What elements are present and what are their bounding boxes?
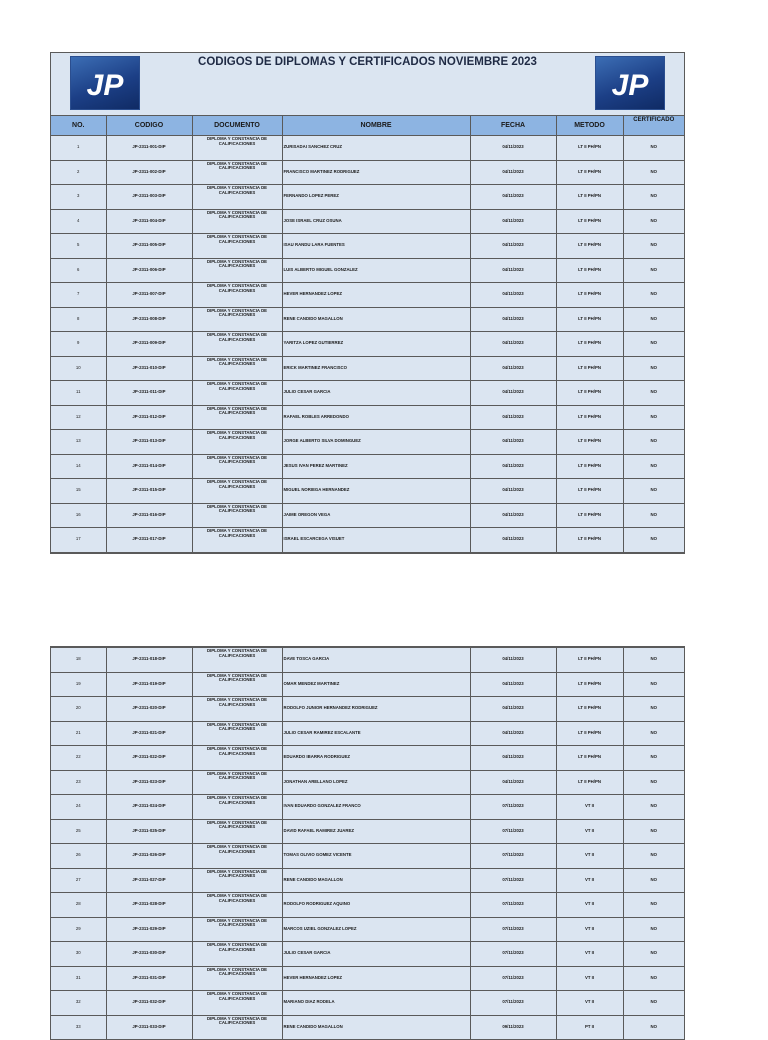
- cell-certificado: NO: [623, 942, 684, 967]
- table-row: [51, 356, 684, 381]
- jp-logo-icon: [603, 63, 657, 103]
- cell-metodo: VT II: [556, 819, 623, 844]
- cell-certificado: NO: [623, 307, 684, 332]
- cell-no: 31: [51, 966, 106, 991]
- cell-nombre: DAVE TOSCA GARCIA: [282, 648, 470, 673]
- table-row: [51, 746, 684, 771]
- table-row: [51, 332, 684, 357]
- cell-metodo: LT II PH/PN: [556, 770, 623, 795]
- cell-codigo: JP-2311-031-DIP: [106, 966, 192, 991]
- cell-fecha: 07/11/2023: [470, 844, 556, 869]
- cell-nombre: JAIME OREGON VEGA: [282, 503, 470, 528]
- cell-documento: DIPLOMA Y CONSTANCIA DE CALIFICACIONES: [192, 795, 282, 820]
- cell-fecha: 07/11/2023: [470, 819, 556, 844]
- table-row: [51, 844, 684, 869]
- cell-no: 21: [51, 721, 106, 746]
- cell-nombre: ISAU RANDU LARA FUENTES: [282, 234, 470, 259]
- cell-documento: DIPLOMA Y CONSTANCIA DE CALIFICACIONES: [192, 430, 282, 455]
- table-row: [51, 648, 684, 673]
- sheet-header: [51, 53, 684, 116]
- jp-logo-right: [595, 56, 665, 110]
- cell-documento: DIPLOMA Y CONSTANCIA DE CALIFICACIONES: [192, 648, 282, 673]
- cell-no: 25: [51, 819, 106, 844]
- cell-nombre: RENE CANDIDO MAGALLON: [282, 1015, 470, 1040]
- cell-codigo: JP-2311-024-DIP: [106, 795, 192, 820]
- cell-nombre: JONATHAN ARELLANO LOPEZ: [282, 770, 470, 795]
- cell-documento: DIPLOMA Y CONSTANCIA DE CALIFICACIONES: [192, 136, 282, 161]
- cell-certificado: NO: [623, 746, 684, 771]
- cell-fecha: 09/11/2023: [470, 1015, 556, 1040]
- cell-nombre: EDUARDO IBARRA RODRIGUEZ: [282, 746, 470, 771]
- cell-no: 26: [51, 844, 106, 869]
- cell-no: 14: [51, 454, 106, 479]
- cell-metodo: LT II PH/PN: [556, 136, 623, 161]
- header-nombre: NOMBRE: [282, 116, 470, 136]
- cell-codigo: JP-2311-011-DIP: [106, 381, 192, 406]
- cell-certificado: NO: [623, 770, 684, 795]
- cell-certificado: NO: [623, 430, 684, 455]
- cell-codigo: JP-2311-017-DIP: [106, 528, 192, 553]
- cell-documento: DIPLOMA Y CONSTANCIA DE CALIFICACIONES: [192, 1015, 282, 1040]
- table-row: [51, 209, 684, 234]
- table-row: [51, 917, 684, 942]
- cell-codigo: JP-2311-010-DIP: [106, 356, 192, 381]
- table-row: [51, 479, 684, 504]
- cell-codigo: JP-2311-028-DIP: [106, 893, 192, 918]
- cell-codigo: JP-2311-019-DIP: [106, 672, 192, 697]
- cell-certificado: NO: [623, 672, 684, 697]
- cell-certificado: NO: [623, 479, 684, 504]
- cell-nombre: ISRAEL ESCARCEGA VISUET: [282, 528, 470, 553]
- cell-nombre: FERNANDO LOPEZ PEREZ: [282, 185, 470, 210]
- cell-no: 4: [51, 209, 106, 234]
- cell-codigo: JP-2311-012-DIP: [106, 405, 192, 430]
- cell-documento: DIPLOMA Y CONSTANCIA DE CALIFICACIONES: [192, 893, 282, 918]
- cell-documento: DIPLOMA Y CONSTANCIA DE CALIFICACIONES: [192, 868, 282, 893]
- cell-fecha: 04/11/2023: [470, 160, 556, 185]
- cell-codigo: JP-2311-030-DIP: [106, 942, 192, 967]
- cell-nombre: JOSE ISRAEL CRUZ OSUNA: [282, 209, 470, 234]
- table-row: [51, 721, 684, 746]
- cell-codigo: JP-2311-015-DIP: [106, 479, 192, 504]
- cell-codigo: JP-2311-003-DIP: [106, 185, 192, 210]
- cell-codigo: JP-2311-026-DIP: [106, 844, 192, 869]
- cell-nombre: HEVER HERNANDEZ LOPEZ: [282, 283, 470, 308]
- cell-nombre: MIGUEL NORIEGA HERNANDEZ: [282, 479, 470, 504]
- codes-table-1: [51, 116, 684, 553]
- cell-nombre: RENE CANDIDO MAGALLON: [282, 307, 470, 332]
- cell-fecha: 04/11/2023: [470, 479, 556, 504]
- cell-fecha: 04/11/2023: [470, 746, 556, 771]
- cell-certificado: NO: [623, 454, 684, 479]
- cell-metodo: VT II: [556, 942, 623, 967]
- cell-metodo: VT II: [556, 893, 623, 918]
- cell-no: 8: [51, 307, 106, 332]
- cell-metodo: PT II: [556, 1015, 623, 1040]
- cell-fecha: 04/11/2023: [470, 381, 556, 406]
- cell-metodo: LT II PH/PN: [556, 258, 623, 283]
- header-fecha: FECHA: [470, 116, 556, 136]
- cell-codigo: JP-2311-004-DIP: [106, 209, 192, 234]
- cell-no: 24: [51, 795, 106, 820]
- cell-nombre: JULIO CESAR GARCIA: [282, 942, 470, 967]
- cell-no: 3: [51, 185, 106, 210]
- table-row: [51, 966, 684, 991]
- cell-certificado: NO: [623, 160, 684, 185]
- cell-nombre: YARITZA LOPEZ GUTIERREZ: [282, 332, 470, 357]
- cell-documento: DIPLOMA Y CONSTANCIA DE CALIFICACIONES: [192, 185, 282, 210]
- cell-certificado: NO: [623, 209, 684, 234]
- cell-fecha: 04/11/2023: [470, 307, 556, 332]
- cell-no: 2: [51, 160, 106, 185]
- cell-documento: DIPLOMA Y CONSTANCIA DE CALIFICACIONES: [192, 966, 282, 991]
- header-documento: DOCUMENTO: [192, 116, 282, 136]
- cell-fecha: 04/11/2023: [470, 430, 556, 455]
- cell-codigo: JP-2311-009-DIP: [106, 332, 192, 357]
- cell-codigo: JP-2311-006-DIP: [106, 258, 192, 283]
- cell-nombre: TOMAS OLIVIO GOMEZ VICENTE: [282, 844, 470, 869]
- logo-text: JP: [611, 69, 649, 102]
- cell-certificado: NO: [623, 991, 684, 1016]
- cell-documento: DIPLOMA Y CONSTANCIA DE CALIFICACIONES: [192, 405, 282, 430]
- cell-fecha: 04/11/2023: [470, 454, 556, 479]
- cell-nombre: RODOLFO JUNIOR HERNANDEZ RODRIGUEZ: [282, 697, 470, 722]
- cell-metodo: LT II PH/PN: [556, 381, 623, 406]
- cell-nombre: RODOLFO RODRIGUEZ AQUINO: [282, 893, 470, 918]
- cell-nombre: ERICK MARTINEZ FRANCISCO: [282, 356, 470, 381]
- table-row: [51, 991, 684, 1016]
- cell-no: 18: [51, 648, 106, 673]
- cell-certificado: NO: [623, 648, 684, 673]
- cell-documento: DIPLOMA Y CONSTANCIA DE CALIFICACIONES: [192, 234, 282, 259]
- cell-metodo: VT II: [556, 844, 623, 869]
- table-row: [51, 234, 684, 259]
- cell-codigo: JP-2311-022-DIP: [106, 746, 192, 771]
- table-row: [51, 868, 684, 893]
- cell-metodo: LT II PH/PN: [556, 430, 623, 455]
- logo-text: JP: [86, 69, 124, 102]
- cell-metodo: LT II PH/PN: [556, 746, 623, 771]
- cell-certificado: NO: [623, 795, 684, 820]
- cell-documento: DIPLOMA Y CONSTANCIA DE CALIFICACIONES: [192, 307, 282, 332]
- cell-metodo: LT II PH/PN: [556, 697, 623, 722]
- cell-metodo: LT II PH/PN: [556, 648, 623, 673]
- cell-nombre: IVAN EDUARDO GONZALEZ FRANCO: [282, 795, 470, 820]
- cell-certificado: NO: [623, 234, 684, 259]
- cell-metodo: LT II PH/PN: [556, 234, 623, 259]
- cell-metodo: VT II: [556, 868, 623, 893]
- cell-certificado: NO: [623, 136, 684, 161]
- cell-documento: DIPLOMA Y CONSTANCIA DE CALIFICACIONES: [192, 454, 282, 479]
- cell-documento: DIPLOMA Y CONSTANCIA DE CALIFICACIONES: [192, 721, 282, 746]
- cell-documento: DIPLOMA Y CONSTANCIA DE CALIFICACIONES: [192, 209, 282, 234]
- cell-nombre: RENE CANDIDO MAGALLON: [282, 868, 470, 893]
- cell-nombre: MARIANO DIAZ RODELA: [282, 991, 470, 1016]
- table-row: [51, 381, 684, 406]
- cell-documento: DIPLOMA Y CONSTANCIA DE CALIFICACIONES: [192, 844, 282, 869]
- cell-codigo: JP-2311-025-DIP: [106, 819, 192, 844]
- cell-no: 5: [51, 234, 106, 259]
- cell-codigo: JP-2311-016-DIP: [106, 503, 192, 528]
- table-row: [51, 454, 684, 479]
- codes-table-2: [51, 647, 684, 1040]
- cell-fecha: 04/11/2023: [470, 234, 556, 259]
- cell-nombre: OMAR MENDEZ MARTINEZ: [282, 672, 470, 697]
- header-metodo: METODO: [556, 116, 623, 136]
- cell-documento: DIPLOMA Y CONSTANCIA DE CALIFICACIONES: [192, 503, 282, 528]
- cell-documento: DIPLOMA Y CONSTANCIA DE CALIFICACIONES: [192, 258, 282, 283]
- cell-no: 15: [51, 479, 106, 504]
- cell-metodo: VT II: [556, 795, 623, 820]
- cell-no: 6: [51, 258, 106, 283]
- cell-no: 9: [51, 332, 106, 357]
- cell-no: 7: [51, 283, 106, 308]
- table-row: [51, 160, 684, 185]
- cell-codigo: JP-2311-001-DIP: [106, 136, 192, 161]
- cell-metodo: VT II: [556, 991, 623, 1016]
- cell-nombre: MARCOS UZIEL GONZALEZ LOPEZ: [282, 917, 470, 942]
- cell-codigo: JP-2311-018-DIP: [106, 648, 192, 673]
- sheet-page-2: [50, 646, 685, 1040]
- cell-codigo: JP-2311-007-DIP: [106, 283, 192, 308]
- cell-certificado: NO: [623, 381, 684, 406]
- cell-no: 29: [51, 917, 106, 942]
- cell-fecha: 04/11/2023: [470, 136, 556, 161]
- cell-no: 27: [51, 868, 106, 893]
- cell-fecha: 04/11/2023: [470, 283, 556, 308]
- header-no: NO.: [51, 116, 106, 136]
- cell-fecha: 04/11/2023: [470, 503, 556, 528]
- cell-fecha: 04/11/2023: [470, 697, 556, 722]
- cell-no: 32: [51, 991, 106, 1016]
- table-row: [51, 795, 684, 820]
- cell-codigo: JP-2311-033-DIP: [106, 1015, 192, 1040]
- cell-no: 20: [51, 697, 106, 722]
- cell-fecha: 07/11/2023: [470, 917, 556, 942]
- cell-metodo: LT II PH/PN: [556, 307, 623, 332]
- cell-nombre: FRANCISCO MARTINEZ RODRIGUEZ: [282, 160, 470, 185]
- cell-metodo: LT II PH/PN: [556, 185, 623, 210]
- cell-fecha: 07/11/2023: [470, 893, 556, 918]
- cell-metodo: LT II PH/PN: [556, 721, 623, 746]
- cell-nombre: LUIS ALBERTO MIGUEL GONZALEZ: [282, 258, 470, 283]
- cell-nombre: RAFAEL ROBLES ARREDONDO: [282, 405, 470, 430]
- cell-no: 10: [51, 356, 106, 381]
- cell-codigo: JP-2311-021-DIP: [106, 721, 192, 746]
- cell-no: 17: [51, 528, 106, 553]
- cell-certificado: NO: [623, 868, 684, 893]
- table-row: [51, 697, 684, 722]
- cell-nombre: JULIO CESAR GARCIA: [282, 381, 470, 406]
- cell-metodo: LT II PH/PN: [556, 332, 623, 357]
- cell-fecha: 07/11/2023: [470, 868, 556, 893]
- table-row: [51, 307, 684, 332]
- header-codigo: CODIGO: [106, 116, 192, 136]
- cell-certificado: NO: [623, 283, 684, 308]
- cell-fecha: 07/11/2023: [470, 966, 556, 991]
- cell-certificado: NO: [623, 258, 684, 283]
- cell-documento: DIPLOMA Y CONSTANCIA DE CALIFICACIONES: [192, 356, 282, 381]
- cell-no: 22: [51, 746, 106, 771]
- cell-fecha: 04/11/2023: [470, 405, 556, 430]
- cell-documento: DIPLOMA Y CONSTANCIA DE CALIFICACIONES: [192, 672, 282, 697]
- cell-no: 23: [51, 770, 106, 795]
- cell-codigo: JP-2311-032-DIP: [106, 991, 192, 1016]
- cell-codigo: JP-2311-020-DIP: [106, 697, 192, 722]
- table-row: [51, 430, 684, 455]
- cell-nombre: ZURISADAI SANCHEZ CRUZ: [282, 136, 470, 161]
- cell-documento: DIPLOMA Y CONSTANCIA DE CALIFICACIONES: [192, 381, 282, 406]
- cell-fecha: 04/11/2023: [470, 770, 556, 795]
- table-row: [51, 283, 684, 308]
- cell-certificado: NO: [623, 893, 684, 918]
- cell-codigo: JP-2311-008-DIP: [106, 307, 192, 332]
- cell-codigo: JP-2311-027-DIP: [106, 868, 192, 893]
- cell-nombre: DAVID RAFAEL RAMIREZ JUAREZ: [282, 819, 470, 844]
- cell-fecha: 07/11/2023: [470, 942, 556, 967]
- cell-codigo: JP-2311-013-DIP: [106, 430, 192, 455]
- cell-documento: DIPLOMA Y CONSTANCIA DE CALIFICACIONES: [192, 991, 282, 1016]
- cell-codigo: JP-2311-014-DIP: [106, 454, 192, 479]
- cell-certificado: NO: [623, 185, 684, 210]
- cell-fecha: 04/11/2023: [470, 356, 556, 381]
- table-row: [51, 258, 684, 283]
- cell-metodo: LT II PH/PN: [556, 503, 623, 528]
- cell-fecha: 04/11/2023: [470, 185, 556, 210]
- table-row: [51, 136, 684, 161]
- cell-fecha: 04/11/2023: [470, 209, 556, 234]
- cell-certificado: NO: [623, 528, 684, 553]
- cell-metodo: LT II PH/PN: [556, 209, 623, 234]
- table-row: [51, 819, 684, 844]
- cell-documento: DIPLOMA Y CONSTANCIA DE CALIFICACIONES: [192, 746, 282, 771]
- sheet-page-1: [50, 52, 685, 554]
- cell-no: 12: [51, 405, 106, 430]
- cell-documento: DIPLOMA Y CONSTANCIA DE CALIFICACIONES: [192, 697, 282, 722]
- table-row: [51, 770, 684, 795]
- cell-certificado: NO: [623, 405, 684, 430]
- cell-no: 1: [51, 136, 106, 161]
- cell-documento: DIPLOMA Y CONSTANCIA DE CALIFICACIONES: [192, 479, 282, 504]
- cell-certificado: NO: [623, 1015, 684, 1040]
- cell-fecha: 04/11/2023: [470, 721, 556, 746]
- cell-codigo: JP-2311-005-DIP: [106, 234, 192, 259]
- cell-documento: DIPLOMA Y CONSTANCIA DE CALIFICACIONES: [192, 819, 282, 844]
- cell-documento: DIPLOMA Y CONSTANCIA DE CALIFICACIONES: [192, 528, 282, 553]
- cell-certificado: NO: [623, 966, 684, 991]
- cell-nombre: JULIO CESAR RAMIREZ ESCALANTE: [282, 721, 470, 746]
- cell-fecha: 04/11/2023: [470, 672, 556, 697]
- cell-no: 33: [51, 1015, 106, 1040]
- cell-documento: DIPLOMA Y CONSTANCIA DE CALIFICACIONES: [192, 283, 282, 308]
- cell-no: 19: [51, 672, 106, 697]
- cell-certificado: NO: [623, 721, 684, 746]
- cell-fecha: 04/11/2023: [470, 528, 556, 553]
- cell-certificado: NO: [623, 819, 684, 844]
- table-row: [51, 503, 684, 528]
- cell-metodo: LT II PH/PN: [556, 672, 623, 697]
- cell-certificado: NO: [623, 917, 684, 942]
- cell-no: 13: [51, 430, 106, 455]
- table-row: [51, 893, 684, 918]
- table-row: [51, 528, 684, 553]
- cell-metodo: LT II PH/PN: [556, 356, 623, 381]
- cell-metodo: LT II PH/PN: [556, 479, 623, 504]
- cell-documento: DIPLOMA Y CONSTANCIA DE CALIFICACIONES: [192, 160, 282, 185]
- cell-no: 30: [51, 942, 106, 967]
- table-row: [51, 185, 684, 210]
- cell-documento: DIPLOMA Y CONSTANCIA DE CALIFICACIONES: [192, 917, 282, 942]
- table-row: [51, 405, 684, 430]
- cell-certificado: NO: [623, 356, 684, 381]
- cell-codigo: JP-2311-002-DIP: [106, 160, 192, 185]
- cell-documento: DIPLOMA Y CONSTANCIA DE CALIFICACIONES: [192, 770, 282, 795]
- table-header-row: [51, 116, 684, 136]
- cell-fecha: 04/11/2023: [470, 332, 556, 357]
- cell-certificado: NO: [623, 503, 684, 528]
- cell-certificado: NO: [623, 697, 684, 722]
- cell-metodo: VT II: [556, 966, 623, 991]
- cell-fecha: 07/11/2023: [470, 795, 556, 820]
- cell-metodo: LT II PH/PN: [556, 454, 623, 479]
- cell-fecha: 04/11/2023: [470, 258, 556, 283]
- table-row: [51, 1015, 684, 1040]
- cell-codigo: JP-2311-029-DIP: [106, 917, 192, 942]
- cell-metodo: LT II PH/PN: [556, 160, 623, 185]
- cell-metodo: LT II PH/PN: [556, 528, 623, 553]
- cell-documento: DIPLOMA Y CONSTANCIA DE CALIFICACIONES: [192, 332, 282, 357]
- table-row: [51, 942, 684, 967]
- cell-nombre: JESUS IVAN PEREZ MARTINEZ: [282, 454, 470, 479]
- cell-no: 16: [51, 503, 106, 528]
- page-title: CODIGOS DE DIPLOMAS Y CERTIFICADOS NOVIEMBRE 2023: [198, 56, 537, 68]
- cell-no: 11: [51, 381, 106, 406]
- cell-fecha: 04/11/2023: [470, 648, 556, 673]
- cell-metodo: LT II PH/PN: [556, 405, 623, 430]
- cell-no: 28: [51, 893, 106, 918]
- jp-logo-icon: [78, 63, 132, 103]
- cell-nombre: HEVER HERNANDEZ LOPEZ: [282, 966, 470, 991]
- cell-metodo: LT II PH/PN: [556, 283, 623, 308]
- header-certificado: CERTIFICADO: [623, 116, 684, 136]
- cell-documento: DIPLOMA Y CONSTANCIA DE CALIFICACIONES: [192, 942, 282, 967]
- cell-certificado: NO: [623, 844, 684, 869]
- table-row: [51, 672, 684, 697]
- cell-metodo: VT II: [556, 917, 623, 942]
- cell-codigo: JP-2311-023-DIP: [106, 770, 192, 795]
- cell-nombre: JORGE ALBERTO SILVA DOMINGUEZ: [282, 430, 470, 455]
- cell-certificado: NO: [623, 332, 684, 357]
- cell-fecha: 07/11/2023: [470, 991, 556, 1016]
